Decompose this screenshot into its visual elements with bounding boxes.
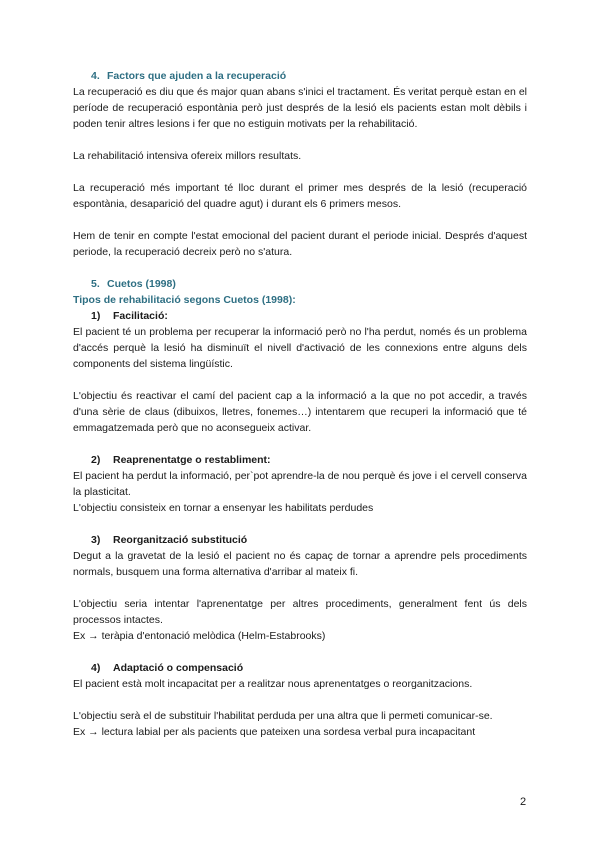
list-item-number: 1) (91, 310, 101, 322)
paragraph: El pacient ha perdut la informació, per`pot aprendre-la de nou perquè és jove i el cervell conserva la plasticitat. (73, 470, 527, 498)
paragraph: El pacient té un problema per recuperar la informació però no l'ha perdut, només és un problema d'accés perquè la lesió ha disminuït el nivell d'activació de les connexions entre alguns dels components del sistema lingüístic. (73, 326, 527, 370)
list-item-title: Facilitació: (113, 310, 168, 322)
section-subtitle: Tipos de rehabilitació segons Cuetos (1998): (73, 294, 296, 306)
paragraph: L'objectiu és reactivar el camí del pacient cap a la informació a la que no pot accedir, a través d'una sèrie de claus (dibuixos, lletres, fonemes…) intentarem que recuperi la informació que té emmagatzemada però que no aconsegueix activar. (73, 390, 527, 434)
paragraph: Ex → teràpia d'entonació melòdica (Helm-Estabrooks) (73, 630, 326, 642)
list-item-heading (73, 660, 527, 676)
page-number: 2 (520, 796, 527, 808)
paragraph: L'objectiu serà el de substituir l'habilitat perduda per una altra que li permeti comunicar-se. (73, 710, 493, 722)
paragraph: L'objectiu consisteix en tornar a ensenyar les habilitats perdudes (73, 502, 374, 514)
section-heading (73, 276, 527, 292)
paragraph: La recuperació més important té lloc durant el primer mes després de la lesió (recuperació espontània, desaparició del quadre agut) i durant els 6 primers mesos. (73, 182, 527, 210)
paragraph: Hem de tenir en compte l'estat emocional del pacient durant el periode inicial. Després d'aquest periode, la recuperació decreix però no s'atura. (73, 230, 527, 258)
list-item-number: 3) (91, 534, 101, 546)
list-item-title: Adaptació o compensació (113, 662, 244, 674)
paragraph: Ex → lectura labial per als pacients que pateixen una sordesa verbal pura incapacitant (73, 726, 476, 738)
paragraph: Degut a la gravetat de la lesió el pacient no és capaç de tornar a aprendre pels procediments normals, busquem una forma alternativa d'arribar al mateix fi. (73, 550, 527, 578)
list-item-number: 2) (91, 454, 101, 466)
list-item-heading (73, 532, 527, 548)
paragraph: La rehabilitació intensiva ofereix millors resultats. (73, 150, 302, 162)
paragraph: L'objectiu seria intentar l'aprenentatge per altres procediments, generalment fent ús dels processos intactes. (73, 598, 527, 626)
list-item-title: Reorganització substitució (113, 534, 248, 546)
section-title: Cuetos (1998) (107, 278, 176, 290)
paragraph: El pacient està molt incapacitat per a realitzar nous aprenentatges o reorganitzacions. (73, 678, 473, 690)
list-item-heading (73, 452, 527, 468)
section-number: 4. (91, 70, 100, 82)
paragraph: La recuperació es diu que és major quan abans s'inici el tractament. És veritat perquè estan en el període de recuperació espontània però just després de la lesió els pacients estan molt dèbils i poden tenir altres lesions i fer que no estiguin motivats per la rehabilitació. (73, 86, 527, 130)
list-item-number: 4) (91, 662, 101, 674)
section-heading (73, 68, 527, 84)
list-item-title: Reaprenentatge o restabliment: (113, 454, 271, 466)
list-item-heading (73, 308, 527, 324)
section-title: Factors que ajuden a la recuperació (107, 70, 287, 82)
document-page (73, 68, 527, 740)
section-number: 5. (91, 278, 100, 290)
